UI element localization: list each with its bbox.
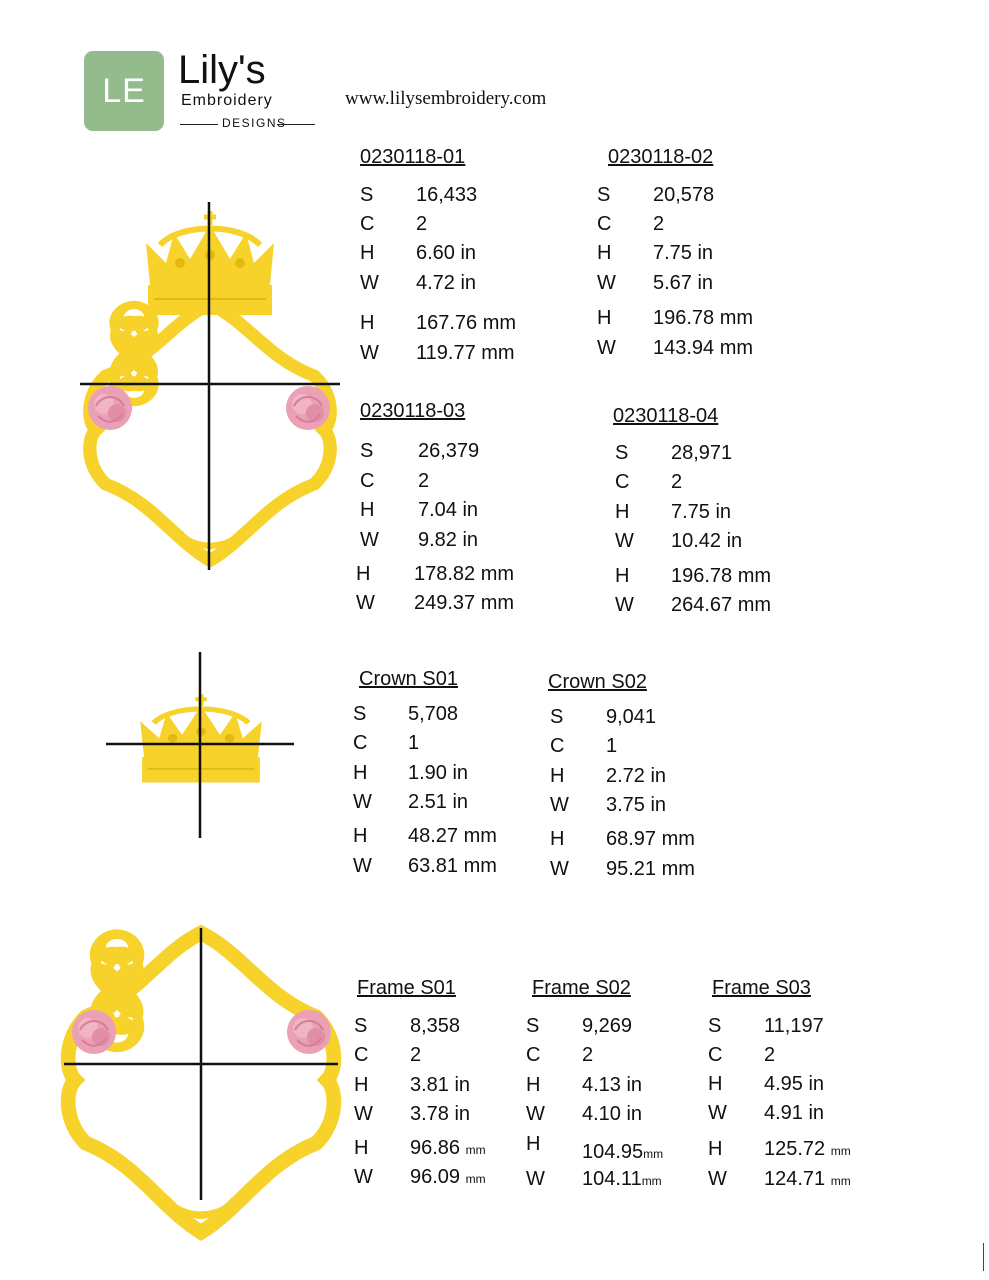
spec-label: S [526, 1015, 540, 1037]
height-mm: 48.27 mm [408, 825, 497, 847]
spec-label: C [360, 470, 375, 492]
color-count: 1 [606, 735, 618, 757]
spec-label: C [615, 471, 630, 493]
height-in: 4.95 in [764, 1073, 825, 1095]
width-in: 3.75 in [606, 794, 667, 816]
spec-label: W [615, 594, 634, 616]
spec-label: W [597, 272, 616, 294]
crown-frame-design [80, 202, 340, 570]
spec-code: 0230118-02 [608, 146, 714, 168]
width-in: 4.10 in [582, 1103, 643, 1125]
width-mm: 104.11mm [582, 1168, 662, 1190]
spec-label: H [550, 828, 565, 850]
width-in: 2.51 in [408, 791, 469, 813]
height-in: 2.72 in [606, 765, 667, 787]
spec-label: W [550, 794, 569, 816]
width-mm: 63.81 mm [408, 855, 497, 877]
width-in: 10.42 in [671, 530, 743, 552]
stitch-count: 9,269 [582, 1015, 633, 1037]
spec-label: W [354, 1166, 373, 1188]
stitch-count: 11,197 [764, 1015, 824, 1037]
spec-code: Crown S02 [548, 671, 647, 693]
color-count: 2 [416, 213, 428, 235]
spec-label: W [550, 858, 569, 880]
crown-design [106, 652, 294, 838]
spec-label: W [615, 530, 634, 552]
height-mm: 68.97 mm [606, 828, 695, 850]
spec-label: C [360, 213, 375, 235]
spec-label: H [353, 762, 368, 784]
brand-name: Lily's [178, 48, 266, 92]
height-in: 7.04 in [418, 499, 479, 521]
color-count: 2 [418, 470, 430, 492]
spec-label: C [353, 732, 368, 754]
width-mm: 264.67 mm [671, 594, 772, 616]
spec-code: 0230118-01 [360, 146, 466, 168]
stitch-count: 16,433 [416, 184, 478, 206]
width-mm: 95.21 mm [606, 858, 695, 880]
spec-code: 0230118-03 [360, 400, 466, 422]
stitch-count: 8,358 [410, 1015, 461, 1037]
height-mm: 196.78 mm [671, 565, 772, 587]
color-count: 1 [408, 732, 420, 754]
website-url: www.lilysembroidery.com [345, 88, 547, 109]
spec-label: H [354, 1137, 369, 1159]
spec-label: S [615, 442, 629, 464]
height-mm: 167.76 mm [416, 312, 517, 334]
height-in: 6.60 in [416, 242, 477, 264]
spec-label: H [353, 825, 368, 847]
spec-label: H [708, 1138, 723, 1160]
width-mm: 124.71 mm [764, 1168, 851, 1190]
spec-label: C [597, 213, 612, 235]
spec-label: H [615, 501, 630, 523]
brand-tag-text: DESIGNS [222, 116, 287, 130]
spec-label: H [360, 312, 375, 334]
spec-label: W [360, 529, 379, 551]
spec-label: H [356, 563, 371, 585]
width-in: 4.91 in [764, 1102, 825, 1124]
height-in: 4.13 in [582, 1074, 643, 1096]
spec-label: W [356, 592, 375, 614]
spec-code: Crown S01 [359, 668, 458, 690]
width-mm: 119.77 mm [416, 342, 515, 364]
height-mm: 125.72 mm [764, 1138, 851, 1160]
spec-label: S [360, 184, 374, 206]
color-count: 2 [582, 1044, 594, 1066]
height-in: 7.75 in [671, 501, 732, 523]
height-mm: 96.86 mm [410, 1137, 486, 1159]
spec-label: H [550, 765, 565, 787]
spec-code: Frame S02 [532, 977, 631, 999]
spec-label: W [360, 342, 379, 364]
stitch-count: 20,578 [653, 184, 715, 206]
spec-label: H [526, 1133, 541, 1155]
spec-label: W [360, 272, 379, 294]
spec-label: H [615, 565, 630, 587]
stitch-count: 28,971 [671, 442, 733, 464]
height-in: 1.90 in [408, 762, 469, 784]
spec-code: Frame S01 [357, 977, 456, 999]
spec-code: Frame S03 [712, 977, 811, 999]
width-mm: 249.37 mm [414, 592, 515, 614]
width-mm: 96.09 mm [410, 1166, 486, 1188]
spec-label: W [597, 337, 616, 359]
spec-label: H [597, 307, 612, 329]
height-in: 7.75 in [653, 242, 714, 264]
spec-label: C [526, 1044, 541, 1066]
spec-label: W [526, 1103, 545, 1125]
color-count: 2 [410, 1044, 422, 1066]
spec-label: S [550, 706, 564, 728]
spec-label: H [526, 1074, 541, 1096]
color-count: 2 [671, 471, 683, 493]
spec-label: S [360, 440, 374, 462]
spec-label: S [597, 184, 611, 206]
spec-label: W [708, 1102, 727, 1124]
spec-label: W [354, 1103, 373, 1125]
width-mm: 143.94 mm [653, 337, 754, 359]
spec-label: W [353, 855, 372, 877]
stitch-count: 26,379 [418, 440, 480, 462]
height-mm: 196.78 mm [653, 307, 754, 329]
brand-subtitle: Embroidery [181, 92, 273, 109]
spec-label: S [354, 1015, 368, 1037]
spec-label: S [353, 703, 367, 725]
width-in: 3.78 in [410, 1103, 471, 1125]
color-count: 2 [653, 213, 665, 235]
color-count: 2 [764, 1044, 776, 1066]
frame-design [64, 928, 338, 1232]
width-in: 9.82 in [418, 529, 479, 551]
stitch-count: 5,708 [408, 703, 459, 725]
spec-label: C [550, 735, 565, 757]
spec-label: H [708, 1073, 723, 1095]
height-in: 3.81 in [410, 1074, 471, 1096]
height-mm: 104.95mm [582, 1141, 664, 1163]
height-mm: 178.82 mm [414, 563, 515, 585]
spec-label: H [360, 499, 375, 521]
spec-label: C [354, 1044, 369, 1066]
spec-label: W [708, 1168, 727, 1190]
spec-label: W [526, 1168, 545, 1190]
page-edge-mark [983, 1243, 984, 1271]
spec-label: S [708, 1015, 722, 1037]
spec-label: H [354, 1074, 369, 1096]
logo-initials: LE [102, 71, 146, 110]
spec-label: H [597, 242, 612, 264]
spec-label: C [708, 1044, 723, 1066]
spec-label: W [353, 791, 372, 813]
spec-code: 0230118-04 [613, 405, 719, 427]
spec-label: H [360, 242, 375, 264]
width-in: 5.67 in [653, 272, 714, 294]
width-in: 4.72 in [416, 272, 477, 294]
stitch-count: 9,041 [606, 706, 657, 728]
